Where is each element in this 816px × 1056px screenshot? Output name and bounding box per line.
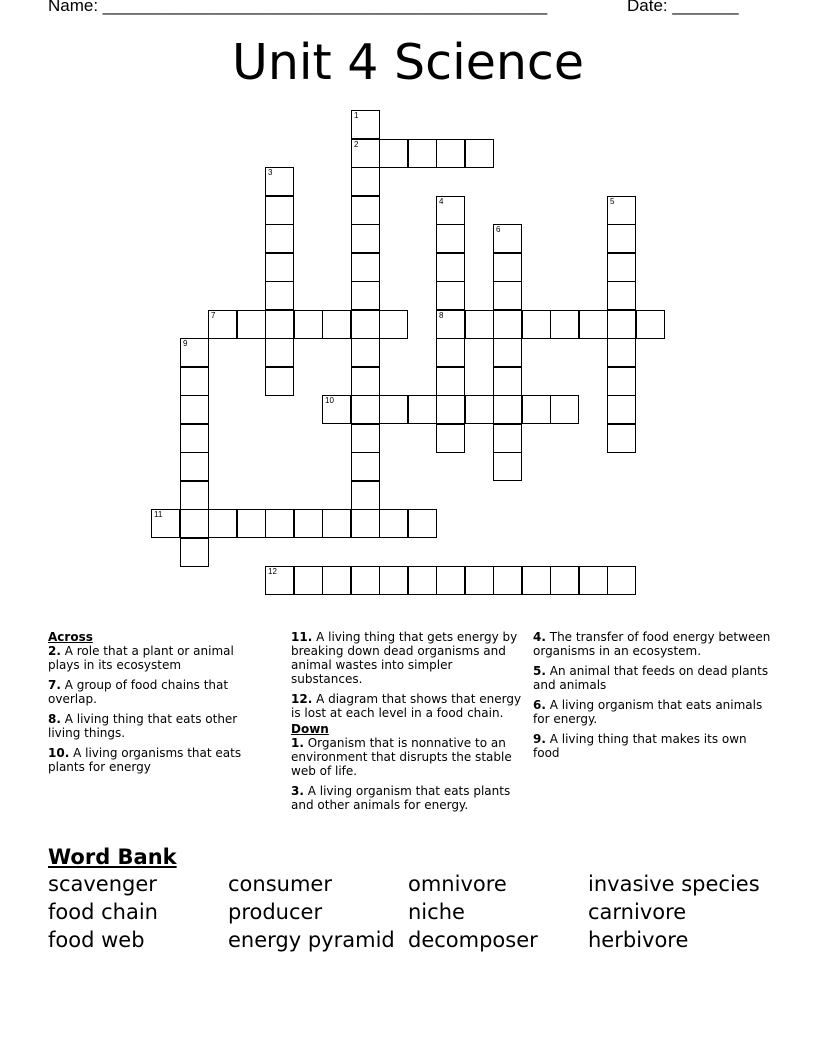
crossword-cell[interactable]	[607, 281, 636, 310]
crossword-cell[interactable]	[493, 424, 522, 453]
clue-across-12: 12. A diagram that shows that energy is lost at each level in a food chain.	[291, 692, 522, 720]
clue-down-6: 6. A living organism that eats animals for energy.	[533, 698, 763, 726]
date-field: Date: _______	[627, 0, 739, 15]
crossword-cell[interactable]	[180, 509, 209, 538]
clue-across-8: 8. A living thing that eats other living things.	[48, 712, 238, 740]
clue-number: 3	[268, 168, 273, 177]
crossword-cell[interactable]	[636, 310, 665, 339]
crossword-cell[interactable]	[379, 395, 408, 424]
crossword-cell[interactable]	[493, 395, 522, 424]
clue-number: 2	[354, 140, 359, 149]
clue-number: 8	[439, 311, 444, 320]
crossword-cell[interactable]	[351, 395, 380, 424]
crossword-cell[interactable]	[408, 509, 437, 538]
crossword-cell[interactable]	[436, 424, 465, 453]
word-bank-item: herbivore	[588, 928, 689, 952]
crossword-cell[interactable]	[180, 395, 209, 424]
crossword-cell[interactable]	[493, 310, 522, 339]
crossword-cell[interactable]	[379, 139, 408, 168]
crossword-cell[interactable]	[351, 338, 380, 367]
crossword-cell[interactable]	[493, 452, 522, 481]
crossword-cell[interactable]	[351, 110, 380, 139]
word-bank-item: decomposer	[408, 928, 538, 952]
crossword-cell[interactable]	[436, 395, 465, 424]
crossword-cell[interactable]	[322, 395, 351, 424]
crossword-cell[interactable]	[436, 566, 465, 595]
crossword-cell[interactable]	[550, 566, 579, 595]
crossword-cell[interactable]	[265, 338, 294, 367]
crossword-cell[interactable]	[493, 338, 522, 367]
crossword-cell[interactable]	[265, 281, 294, 310]
crossword-cell[interactable]	[180, 538, 209, 567]
crossword-cell[interactable]	[522, 310, 551, 339]
word-bank-item: niche	[408, 900, 465, 924]
word-bank-item: omnivore	[408, 872, 507, 896]
clue-number: 4	[439, 197, 444, 206]
crossword-cell[interactable]	[208, 509, 237, 538]
crossword-cell[interactable]	[237, 509, 266, 538]
crossword-cell[interactable]	[465, 395, 494, 424]
crossword-cell[interactable]	[265, 167, 294, 196]
clues-column-3	[533, 630, 773, 766]
clue-number: 7	[211, 311, 216, 320]
crossword-cell[interactable]	[436, 196, 465, 225]
crossword-cell[interactable]	[351, 424, 380, 453]
crossword-cell[interactable]	[436, 338, 465, 367]
crossword-cell[interactable]	[322, 509, 351, 538]
crossword-cell[interactable]	[351, 253, 380, 282]
word-bank-item: carnivore	[588, 900, 687, 924]
clue-down-1: 1. Organism that is nonnative to an environment that disrupts the stable web of life.	[291, 736, 512, 778]
word-bank-item: food chain	[48, 900, 158, 924]
crossword-cell[interactable]	[465, 139, 494, 168]
crossword-cell[interactable]	[465, 310, 494, 339]
crossword-cell[interactable]	[351, 509, 380, 538]
crossword-cell[interactable]	[351, 139, 380, 168]
crossword-cell[interactable]	[351, 196, 380, 225]
crossword-cell[interactable]	[436, 310, 465, 339]
crossword-cell[interactable]	[493, 367, 522, 396]
page-title: Unit 4 Science	[231, 34, 585, 91]
crossword-cell[interactable]	[408, 395, 437, 424]
clue-across-10: 10. A living organisms that eats plants for energy	[48, 746, 242, 774]
crossword-cell[interactable]	[379, 509, 408, 538]
crossword-cell[interactable]	[379, 310, 408, 339]
crossword-cell[interactable]	[351, 281, 380, 310]
crossword-cell[interactable]	[265, 509, 294, 538]
crossword-cell[interactable]	[351, 481, 380, 510]
crossword-cell[interactable]	[408, 566, 437, 595]
crossword-cell[interactable]	[265, 310, 294, 339]
crossword-cell[interactable]	[579, 310, 608, 339]
clue-across-7: 7. A group of food chains that overlap.	[48, 678, 229, 706]
crossword-cell[interactable]	[322, 310, 351, 339]
crossword-cell[interactable]	[180, 424, 209, 453]
crossword-cell[interactable]	[265, 224, 294, 253]
crossword-cell[interactable]	[265, 196, 294, 225]
clue-down-5: 5. An animal that feeds on dead plants and animals	[533, 664, 769, 692]
crossword-cell[interactable]	[607, 196, 636, 225]
crossword-cell[interactable]	[550, 395, 579, 424]
crossword-cell[interactable]	[493, 281, 522, 310]
crossword-cell[interactable]	[436, 281, 465, 310]
crossword-cell[interactable]	[607, 338, 636, 367]
crossword-cell[interactable]	[579, 566, 608, 595]
crossword-cell[interactable]	[351, 452, 380, 481]
clue-number: 10	[325, 396, 334, 405]
crossword-cell[interactable]	[294, 566, 323, 595]
crossword-cell[interactable]	[550, 310, 579, 339]
crossword-cell[interactable]	[379, 566, 408, 595]
crossword-cell[interactable]	[151, 509, 180, 538]
crossword-cell[interactable]	[208, 310, 237, 339]
down-heading: Down	[291, 722, 329, 736]
word-bank-item: consumer	[228, 872, 332, 896]
crossword-cell[interactable]	[180, 367, 209, 396]
crossword-cell[interactable]	[436, 253, 465, 282]
crossword-cell[interactable]	[607, 224, 636, 253]
crossword-cell[interactable]	[351, 167, 380, 196]
crossword-cell[interactable]	[607, 395, 636, 424]
crossword-cell[interactable]	[408, 139, 437, 168]
clue-number: 5	[610, 197, 615, 206]
crossword-cell[interactable]	[607, 367, 636, 396]
crossword-cell[interactable]	[294, 509, 323, 538]
clues-column-2	[291, 630, 526, 818]
word-bank-item: food web	[48, 928, 145, 952]
crossword-cell[interactable]	[265, 566, 294, 595]
crossword-cell[interactable]	[493, 566, 522, 595]
crossword-cell[interactable]	[522, 395, 551, 424]
clue-number: 11	[154, 510, 163, 519]
crossword-cell[interactable]	[493, 253, 522, 282]
crossword-cell[interactable]	[180, 452, 209, 481]
crossword-cell[interactable]	[265, 367, 294, 396]
crossword-cell[interactable]	[237, 310, 266, 339]
clue-down-3: 3. A living organism that eats plants and other animals for energy.	[291, 784, 511, 812]
crossword-cell[interactable]	[436, 139, 465, 168]
clues-column-1	[48, 630, 268, 780]
crossword-cell[interactable]	[351, 310, 380, 339]
across-heading: Across	[48, 630, 93, 644]
crossword-cell[interactable]	[351, 566, 380, 595]
clue-number: 1	[354, 111, 359, 120]
crossword-cell[interactable]	[180, 338, 209, 367]
clue-number: 9	[183, 339, 188, 348]
word-bank-title: Word Bank	[48, 845, 177, 869]
crossword-cell[interactable]	[522, 566, 551, 595]
crossword-cell[interactable]	[436, 367, 465, 396]
word-bank-item: producer	[228, 900, 323, 924]
crossword-cell[interactable]	[493, 224, 522, 253]
word-bank-item: energy pyramid	[228, 928, 395, 952]
name-field: Name: _______________________________________________	[48, 0, 548, 15]
crossword-cell[interactable]	[607, 566, 636, 595]
crossword-cell[interactable]	[351, 224, 380, 253]
crossword-cell[interactable]	[607, 424, 636, 453]
clue-down-4: 4. The transfer of food energy between organisms in an ecosystem.	[533, 630, 771, 658]
crossword-cell[interactable]	[322, 566, 351, 595]
clue-number: 6	[496, 225, 501, 234]
crossword-cell[interactable]	[351, 367, 380, 396]
crossword-cell[interactable]	[465, 566, 494, 595]
crossword-cell[interactable]	[180, 481, 209, 510]
word-bank-item: scavenger	[48, 872, 157, 896]
clue-across-11: 11. A living thing that gets energy by breaking down dead organisms and animal wastes into simpler substances.	[291, 630, 518, 686]
clue-across-2: 2. A role that a plant or animal plays in its ecosystem	[48, 644, 234, 672]
crossword-cell[interactable]	[436, 224, 465, 253]
crossword-cell[interactable]	[294, 310, 323, 339]
clue-down-9: 9. A living thing that makes its own food	[533, 732, 747, 760]
word-bank-item: invasive species	[588, 872, 760, 896]
crossword-cell[interactable]	[265, 253, 294, 282]
clue-number: 12	[268, 567, 277, 576]
crossword-cell[interactable]	[607, 310, 636, 339]
crossword-cell[interactable]	[607, 253, 636, 282]
